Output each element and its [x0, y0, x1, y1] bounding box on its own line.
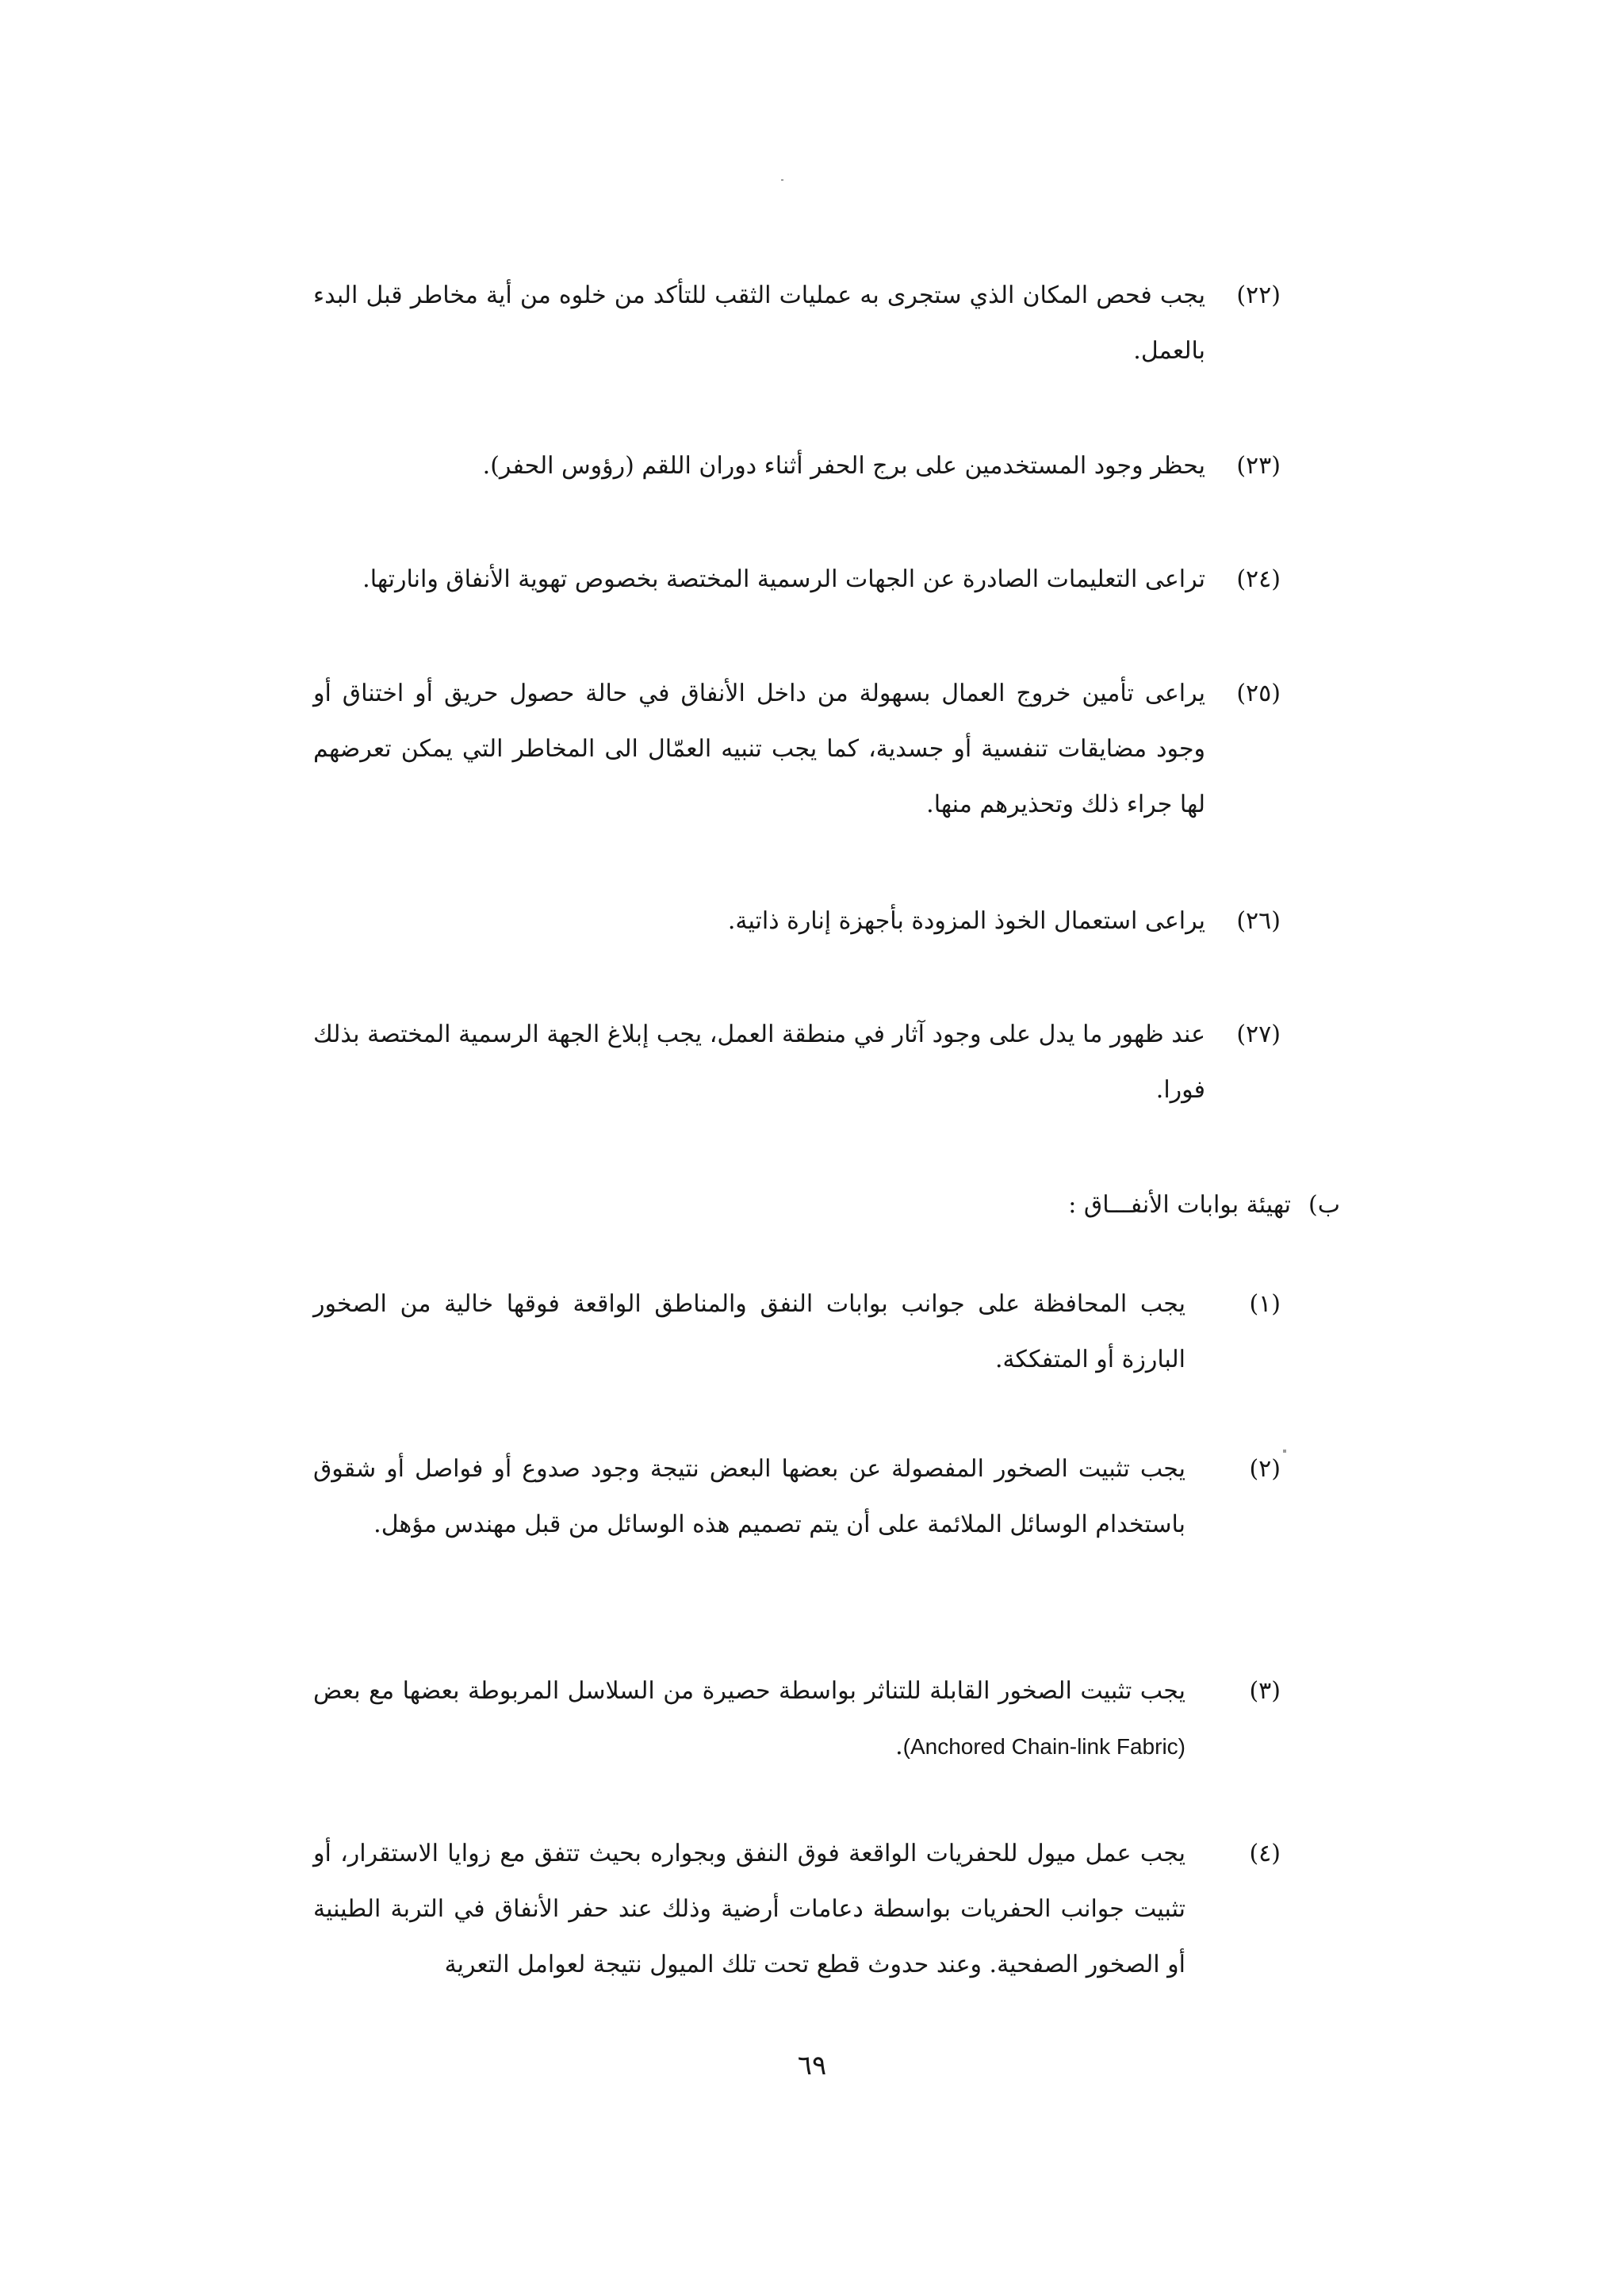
item-number: (٢٥) [1236, 680, 1281, 707]
list-item-b1 [313, 1277, 1281, 1388]
scan-speck [781, 179, 783, 181]
list-item-b3 [313, 1664, 1281, 1775]
section-heading [714, 1181, 1340, 1229]
list-item-b2 [313, 1442, 1281, 1553]
item-text-latin: (Anchored Chain-link Fabric) [902, 1734, 1185, 1759]
item-number: (٢٦) [1236, 907, 1281, 935]
list-item-22 [313, 268, 1281, 379]
item-number: (٣) [1249, 1677, 1281, 1705]
item-text: يجب عمل ميول للحفريات الواقعة فوق النفق وبجواره بحيث تتفق مع زوايا الاستقرار، أو تثبيت جوانب الحفريات بواسطة دعامات أرضية وذلك عند حفر الأنفاق في التربة الطينية أو الصخور الصفحية. وعند حدوث قطع تحت تلك الميول نتيجة لعوامل التعرية [313, 1840, 1185, 1978]
item-text: يراعى استعمال الخوذ المزودة بأجهزة إنارة ذاتية. [727, 907, 1205, 935]
scan-speck [1283, 1450, 1286, 1453]
item-text-end: . [895, 1733, 903, 1760]
section-title-text: تهيئة بوابات الأنفـــاق : [1068, 1191, 1292, 1219]
item-number: (٤) [1249, 1840, 1281, 1867]
item-text: يجب المحافظة على جوانب بوابات النفق والمناطق الواقعة فوقها خالية من الصخور البارزة أو المتفككة. [313, 1290, 1185, 1373]
item-text [313, 1664, 1185, 1775]
list-item-26 [313, 894, 1281, 949]
item-number: (٢٤) [1236, 565, 1281, 593]
item-text: تراعى التعليمات الصادرة عن الجهات الرسمية المختصة بخصوص تهوية الأنفاق وانارتها. [362, 565, 1205, 593]
list-item-27 [313, 1007, 1281, 1118]
item-text: يراعى تأمين خروج العمال بسهولة من داخل الأنفاق في حالة حصول حريق أو اختناق أو وجود مضايقات تنفسية أو جسدية، كما يجب تنبيه العمّال الى المخاطر التي يمكن تعرضهم لها جراء ذلك وتحذيرهم منها. [313, 680, 1205, 818]
item-text: يحظر وجود المستخدمين على برج الحفر أثناء دوران اللقم (رؤوس الحفر). [482, 452, 1205, 480]
list-item-b4 [313, 1826, 1281, 1993]
list-item-23 [313, 439, 1281, 494]
item-number: (٢) [1249, 1455, 1281, 1483]
page-number: ٦٩ [797, 2050, 827, 2081]
item-number: (٢٢) [1236, 281, 1281, 309]
section-letter: ب) [1308, 1191, 1340, 1219]
item-number: (١) [1249, 1290, 1281, 1318]
item-text: يجب فحص المكان الذي ستجرى به عمليات الثقب للتأكد من خلوه من أية مخاطر قبل البدء بالعمل. [313, 281, 1205, 365]
item-number: (٢٣) [1236, 452, 1281, 480]
item-number: (٢٧) [1236, 1021, 1281, 1048]
item-text: عند ظهور ما يدل على وجود آثار في منطقة العمل، يجب إبلاغ الجهة الرسمية المختصة بذلك فورا. [313, 1021, 1205, 1104]
list-item-24 [313, 552, 1281, 607]
item-text: يجب تثبيت الصخور المفصولة عن بعضها البعض نتيجة وجود صدوع أو فواصل أو شقوق باستخدام الوسائل الملائمة على أن يتم تصميم هذه الوسائل من قبل مهندس مؤهل. [313, 1455, 1185, 1538]
item-text-part: يجب تثبيت الصخور القابلة للتناثر بواسطة حصيرة من السلاسل المربوطة بعضها مع بعض [313, 1677, 1185, 1705]
list-item-25 [313, 666, 1281, 833]
